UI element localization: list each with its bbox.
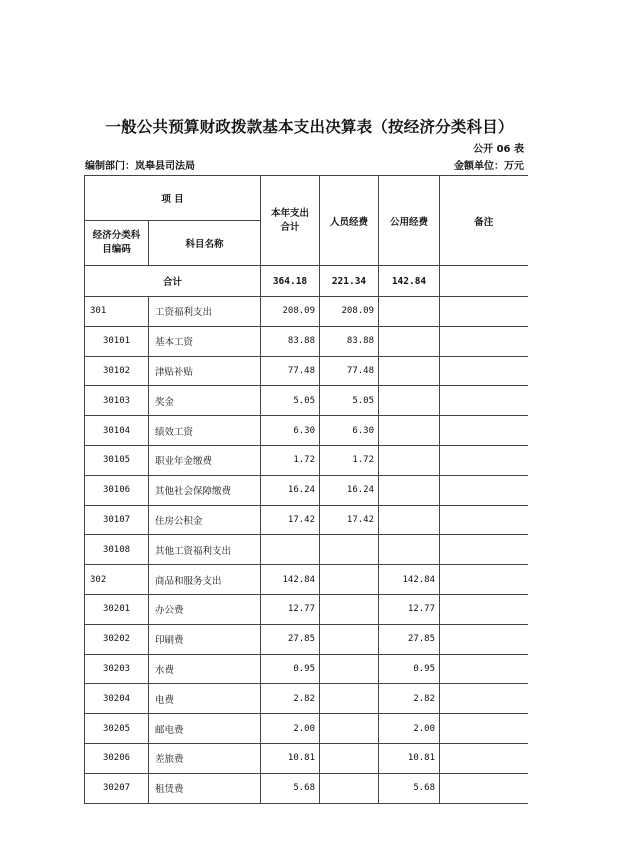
row-name: 办公费 xyxy=(149,594,261,624)
row-name: 商品和服务支出 xyxy=(149,565,261,595)
row-name: 租赁费 xyxy=(149,773,261,803)
row-remark xyxy=(440,326,528,356)
row-remark xyxy=(440,565,528,595)
row-public: 2.00 xyxy=(379,714,440,744)
row-remark xyxy=(440,475,528,505)
table-row xyxy=(85,594,528,624)
header-public: 公用经费 xyxy=(379,176,440,266)
header-remark: 备注 xyxy=(440,176,528,266)
row-name: 其他社会保障缴费 xyxy=(149,475,261,505)
total-amount: 364.18 xyxy=(261,266,320,297)
table-row xyxy=(85,535,528,565)
row-name: 差旅费 xyxy=(149,743,261,773)
row-remark xyxy=(440,654,528,684)
table-row xyxy=(85,326,528,356)
row-total: 5.05 xyxy=(261,386,320,416)
table-row xyxy=(85,743,528,773)
row-personnel: 208.09 xyxy=(320,297,379,327)
row-total: 27.85 xyxy=(261,624,320,654)
row-total: 208.09 xyxy=(261,297,320,327)
table-row xyxy=(85,505,528,535)
row-name: 绩效工资 xyxy=(149,416,261,446)
table-row xyxy=(85,624,528,654)
row-personnel xyxy=(320,684,379,714)
page-title: 一般公共预算财政拨款基本支出决算表（按经济分类科目） xyxy=(105,118,514,136)
row-name: 奖金 xyxy=(149,386,261,416)
row-code: 30204 xyxy=(85,684,149,714)
row-personnel xyxy=(320,743,379,773)
row-code: 30201 xyxy=(85,594,149,624)
total-row xyxy=(85,266,528,297)
row-remark xyxy=(440,386,528,416)
row-public xyxy=(379,386,440,416)
row-name: 邮电费 xyxy=(149,714,261,744)
row-total: 2.82 xyxy=(261,684,320,714)
header-code: 经济分类科目编码 xyxy=(85,221,149,266)
row-code: 30207 xyxy=(85,773,149,803)
total-personnel: 221.34 xyxy=(320,266,379,297)
row-personnel: 77.48 xyxy=(320,356,379,386)
row-name: 电费 xyxy=(149,684,261,714)
row-name: 工资福利支出 xyxy=(149,297,261,327)
row-code: 30107 xyxy=(85,505,149,535)
row-total: 10.81 xyxy=(261,743,320,773)
row-remark xyxy=(440,743,528,773)
row-remark xyxy=(440,773,528,803)
row-total: 2.00 xyxy=(261,714,320,744)
row-name: 住房公积金 xyxy=(149,505,261,535)
header-total: 本年支出合计 xyxy=(261,176,320,266)
row-personnel: 1.72 xyxy=(320,445,379,475)
row-code: 30103 xyxy=(85,386,149,416)
table-row xyxy=(85,297,528,327)
row-remark xyxy=(440,416,528,446)
row-personnel: 16.24 xyxy=(320,475,379,505)
table-row xyxy=(85,565,528,595)
row-code: 30106 xyxy=(85,475,149,505)
row-public: 142.84 xyxy=(379,565,440,595)
row-total: 1.72 xyxy=(261,445,320,475)
row-remark xyxy=(440,535,528,565)
row-code: 30203 xyxy=(85,654,149,684)
unit-label: 金额单位：万元 xyxy=(454,161,524,172)
row-public xyxy=(379,356,440,386)
table-row xyxy=(85,475,528,505)
header-row-1 xyxy=(85,176,528,221)
row-personnel: 83.88 xyxy=(320,326,379,356)
row-remark xyxy=(440,505,528,535)
row-code: 30104 xyxy=(85,416,149,446)
row-total xyxy=(261,535,320,565)
table-row xyxy=(85,416,528,446)
total-remark xyxy=(440,266,528,297)
row-total: 0.95 xyxy=(261,654,320,684)
header-personnel: 人员经费 xyxy=(320,176,379,266)
row-personnel xyxy=(320,565,379,595)
row-name: 基本工资 xyxy=(149,326,261,356)
department-label: 编制部门：岚皋县司法局 xyxy=(85,161,195,172)
table-row xyxy=(85,386,528,416)
table-row xyxy=(85,654,528,684)
row-public xyxy=(379,326,440,356)
row-total: 17.42 xyxy=(261,505,320,535)
row-personnel xyxy=(320,535,379,565)
row-code: 30105 xyxy=(85,445,149,475)
row-code: 30206 xyxy=(85,743,149,773)
row-personnel: 17.42 xyxy=(320,505,379,535)
row-public: 5.68 xyxy=(379,773,440,803)
row-code: 30102 xyxy=(85,356,149,386)
row-personnel xyxy=(320,594,379,624)
row-public xyxy=(379,475,440,505)
table-row xyxy=(85,773,528,803)
row-total: 16.24 xyxy=(261,475,320,505)
form-number: 公开 06 表 xyxy=(473,144,524,155)
row-public xyxy=(379,416,440,446)
row-total: 77.48 xyxy=(261,356,320,386)
row-remark xyxy=(440,684,528,714)
table-row xyxy=(85,445,528,475)
row-personnel xyxy=(320,714,379,744)
row-public xyxy=(379,535,440,565)
row-personnel xyxy=(320,654,379,684)
row-remark xyxy=(440,297,528,327)
row-code: 30205 xyxy=(85,714,149,744)
row-total: 142.84 xyxy=(261,565,320,595)
row-remark xyxy=(440,714,528,744)
header-item: 项 目 xyxy=(85,176,261,221)
expenditure-table xyxy=(84,175,528,804)
row-total: 5.68 xyxy=(261,773,320,803)
header-name: 科目名称 xyxy=(149,221,261,266)
row-remark xyxy=(440,356,528,386)
row-code: 302 xyxy=(85,565,149,595)
row-public: 0.95 xyxy=(379,654,440,684)
row-public: 12.77 xyxy=(379,594,440,624)
row-code: 30108 xyxy=(85,535,149,565)
row-public xyxy=(379,505,440,535)
row-name: 水费 xyxy=(149,654,261,684)
row-public xyxy=(379,297,440,327)
row-remark xyxy=(440,624,528,654)
row-name: 职业年金缴费 xyxy=(149,445,261,475)
row-public: 2.82 xyxy=(379,684,440,714)
table-row xyxy=(85,684,528,714)
table-row xyxy=(85,714,528,744)
row-public: 10.81 xyxy=(379,743,440,773)
total-label: 合计 xyxy=(85,266,261,297)
row-public xyxy=(379,445,440,475)
row-code: 301 xyxy=(85,297,149,327)
row-total: 6.30 xyxy=(261,416,320,446)
row-total: 83.88 xyxy=(261,326,320,356)
total-public: 142.84 xyxy=(379,266,440,297)
row-total: 12.77 xyxy=(261,594,320,624)
row-code: 30202 xyxy=(85,624,149,654)
row-public: 27.85 xyxy=(379,624,440,654)
row-personnel: 5.05 xyxy=(320,386,379,416)
row-name: 印刷费 xyxy=(149,624,261,654)
row-personnel: 6.30 xyxy=(320,416,379,446)
row-code: 30101 xyxy=(85,326,149,356)
row-name: 其他工资福利支出 xyxy=(149,535,261,565)
row-name: 津贴补贴 xyxy=(149,356,261,386)
row-personnel xyxy=(320,624,379,654)
table-row xyxy=(85,356,528,386)
row-remark xyxy=(440,445,528,475)
row-remark xyxy=(440,594,528,624)
row-personnel xyxy=(320,773,379,803)
